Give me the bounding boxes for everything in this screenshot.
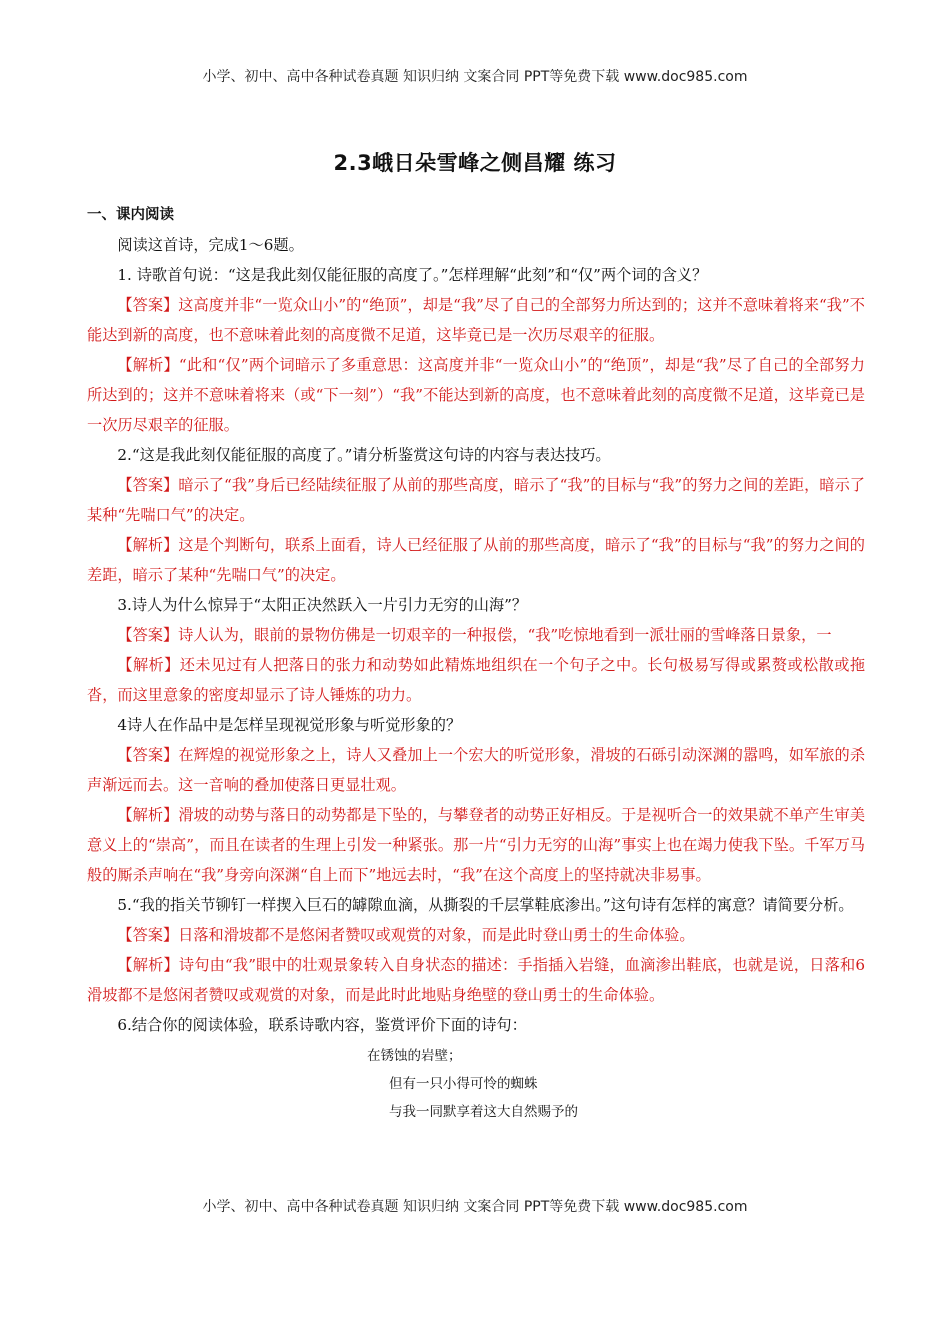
answer-4: 【答案】在辉煌的视觉形象之上，诗人又叠加上一个宏大的听觉形象，滑坡的石砾引动深渊的嚣鸣，如军旅的杀声渐远而去。这一音响的叠加使落日更显壮观。 bbox=[87, 746, 865, 794]
page-title: 2.3峨日朵雪峰之侧昌耀 练习 bbox=[333, 151, 617, 175]
question-2: 2.“这是我此刻仅能征服的高度了。”请分析鉴赏这句诗的内容与表达技巧。 bbox=[117, 446, 611, 464]
poem-line: 但有一只小得可怜的蜘蛛 bbox=[389, 1076, 538, 1092]
analysis-2: 【解析】这是个判断句，联系上面看，诗人已经征服了从前的那些高度，暗示了“我”的目标与“我”的努力之间的差距，暗示了某种“先喘口气”的决定。 bbox=[87, 536, 865, 584]
question-3: 3.诗人为什么惊异于“太阳正决然跃入一片引力无穷的山海”？ bbox=[117, 596, 528, 614]
question-5: 5.“我的指关节铆钉一样揳入巨石的罅隙血滴，从撕裂的千层掌鞋底渗出。”这句诗有怎样的寓意？请简要分析。 bbox=[117, 896, 854, 914]
question-1: 1. 诗歌首句说：“这是我此刻仅能征服的高度了。”怎样理解“此刻”和“仅”两个词的含义？ bbox=[117, 266, 708, 284]
page-footer: 小学、初中、高中各种试卷真题 知识归纳 文案合同 PPT等免费下载 www.doc985.com bbox=[202, 1199, 748, 1215]
answer-1: 【答案】这高度并非“一览众山小”的“绝顶”，却是“我”尽了自己的全部努力所达到的；这并不意味着将来“我”不能达到新的高度，也不意味着此刻的高度微不足道，这毕竟已是一次历尽艰辛的征服。 bbox=[87, 296, 865, 344]
analysis-4: 【解析】滑坡的动势与落日的动势都是下坠的，与攀登者的动势正好相反。于是视听合一的效果就不单产生审美意义上的“崇高”，而且在读者的生理上引发一种紧张。那一片“引力无穷的山海”事实上也在竭力使我下坠。千军万马般的厮杀声响在“我”身旁向深渊“自上而下”地远去时，“我”在这个高度上的坚持就决非易事。 bbox=[87, 806, 865, 884]
page-header: 小学、初中、高中各种试卷真题 知识归纳 文案合同 PPT等免费下载 www.doc985.com bbox=[202, 69, 748, 85]
question-6: 6.结合你的阅读体验，联系诗歌内容，鉴赏评价下面的诗句： bbox=[117, 1016, 527, 1034]
poem-line: 在锈蚀的岩壁； bbox=[367, 1048, 462, 1064]
question-4: 4诗人在作品中是怎样呈现视觉形象与听觉形象的？ bbox=[117, 716, 462, 734]
document-body bbox=[87, 200, 865, 1126]
analysis-5: 【解析】诗句由“我”眼中的壮观景象转入自身状态的描述：手指插入岩缝，血滴渗出鞋底，也就是说，日落和6滑坡都不是悠闲者赞叹或观赏的对象，而是此时此地贴身绝壁的登山勇士的生命体验。 bbox=[87, 956, 865, 1004]
analysis-3: 【解析】还未见过有人把落日的张力和动势如此精炼地组织在一个句子之中。长句极易写得或累赘或松散或拖沓，而这里意象的密度却显示了诗人锤炼的功力。 bbox=[87, 656, 865, 704]
analysis-1: 【解析】“此和“仅”两个词暗示了多重意思：这高度并非“一览众山小”的“绝顶”，却是“我”尽了自己的全部努力所达到的；这并不意味着将来（或“下一刻”）“我”不能达到新的高度，也不意味着此刻的高度微不足道，这毕竟已是一次历尽艰辛的征服。 bbox=[87, 356, 865, 434]
poem-line: 与我一同默享着这大自然赐予的 bbox=[389, 1104, 578, 1120]
section-heading: 一、课内阅读 bbox=[87, 207, 174, 223]
answer-2: 【答案】暗示了“我”身后已经陆续征服了从前的那些高度，暗示了“我”的目标与“我”的努力之间的差距，暗示了某种“先喘口气”的决定。 bbox=[87, 476, 865, 524]
answer-5: 【答案】日落和滑坡都不是悠闲者赞叹或观赏的对象，而是此时登山勇士的生命体验。 bbox=[117, 926, 695, 944]
answer-3: 【答案】诗人认为，眼前的景物仿佛是一切艰辛的一种报偿，“我”吃惊地看到一派壮丽的雪峰落日景象，一 bbox=[117, 626, 832, 644]
poem-excerpt bbox=[87, 1042, 865, 1126]
intro-text: 阅读这首诗，完成1～6题。 bbox=[117, 236, 304, 254]
